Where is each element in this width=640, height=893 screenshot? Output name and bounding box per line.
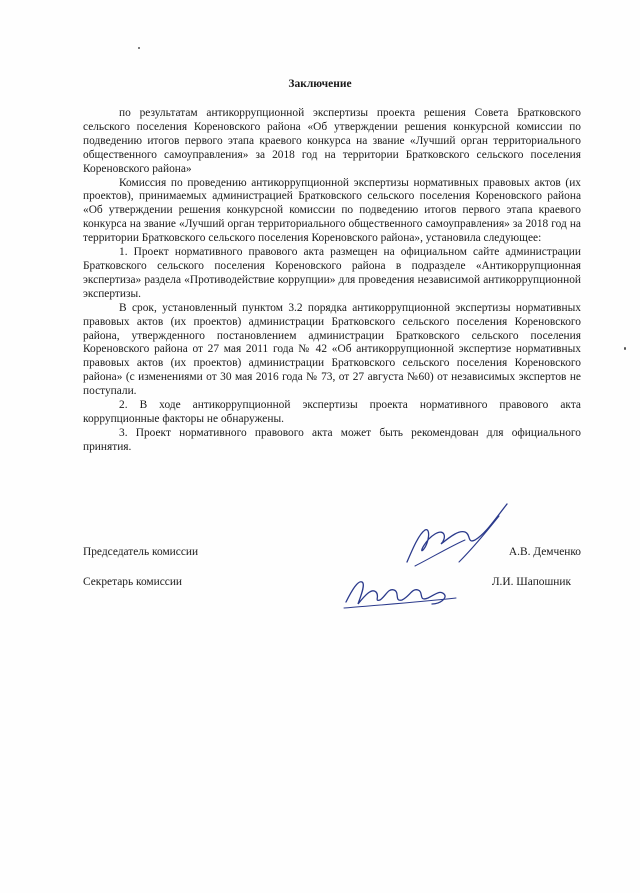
secretary-name: Л.И. Шапошник (491, 576, 571, 588)
document-title: Заключение (288, 78, 352, 90)
chair-role: Председатель комиссии (83, 546, 199, 558)
document-body (83, 107, 581, 455)
chair-signature-row (83, 546, 581, 558)
paragraph-item-1: 1. Проект нормативного правового акта размещен на официальном сайте администрации Братковского сельского поселения Кореновского района в подразделе «Антикоррупционная экспертиза» раздела «Противодействие коррупции» для проведения независимой антикоррупционной экспертизы. (83, 246, 581, 300)
paragraph-commission: Комиссия по проведению антикоррупционной экспертизы нормативных правовых актов (их проектов), принимаемых администрацией Братковского сельского поселения Кореновского района «Об утверждении решения конкурсной комиссии по подведению итогов первого этапа краевого конкурса на звание «Лучший орган территориального общественного самоуправления» за 2018 год на территории Братковского сельского поселения Кореновского района», установила следующее: (83, 176, 581, 245)
scan-speck (624, 347, 626, 350)
paragraph-item-3: 3. Проект нормативного правового акта может быть рекомендован для официального принятия. (83, 426, 581, 453)
secretary-signature-row (83, 576, 581, 588)
paragraph-item-2: 2. В ходе антикоррупционной экспертизы проекта нормативного правового акта коррупционные факторы не обнаружены. (83, 399, 581, 425)
paragraph-subject: по результатам антикоррупционной экспертизы проекта решения Совета Братковского сельского поселения Кореновского района «Об утверждении решения конкурсной комиссии по подведению итогов первого этапа краевого конкурса на звание «Лучший орган территориального общественного самоуправления» за 2018 год на территории Братковского сельского поселения Кореновского района» (83, 107, 581, 175)
chair-name: А.В. Демченко (508, 546, 581, 558)
secretary-role: Секретарь комиссии (83, 576, 183, 588)
chair-signature (395, 500, 525, 575)
paragraph-term: В срок, установленный пунктом 3.2 порядка антикоррупционной экспертизы нормативных правовых актов (их проектов) администрации Братковского сельского поселения Кореновского района, утвержденного постановлением администрации Братковского сельского поселения Кореновского района от 27 мая 2011 года № 42 «Об антикоррупционной экспертизе нормативных правовых актов (их проектов) администрации Братковского сельского поселения Кореновского района» (с изменениями от 30 мая 2016 года № 73, от 27 августа №60) от независимых экспертов не поступали. (83, 301, 581, 398)
scan-speck (138, 47, 140, 49)
